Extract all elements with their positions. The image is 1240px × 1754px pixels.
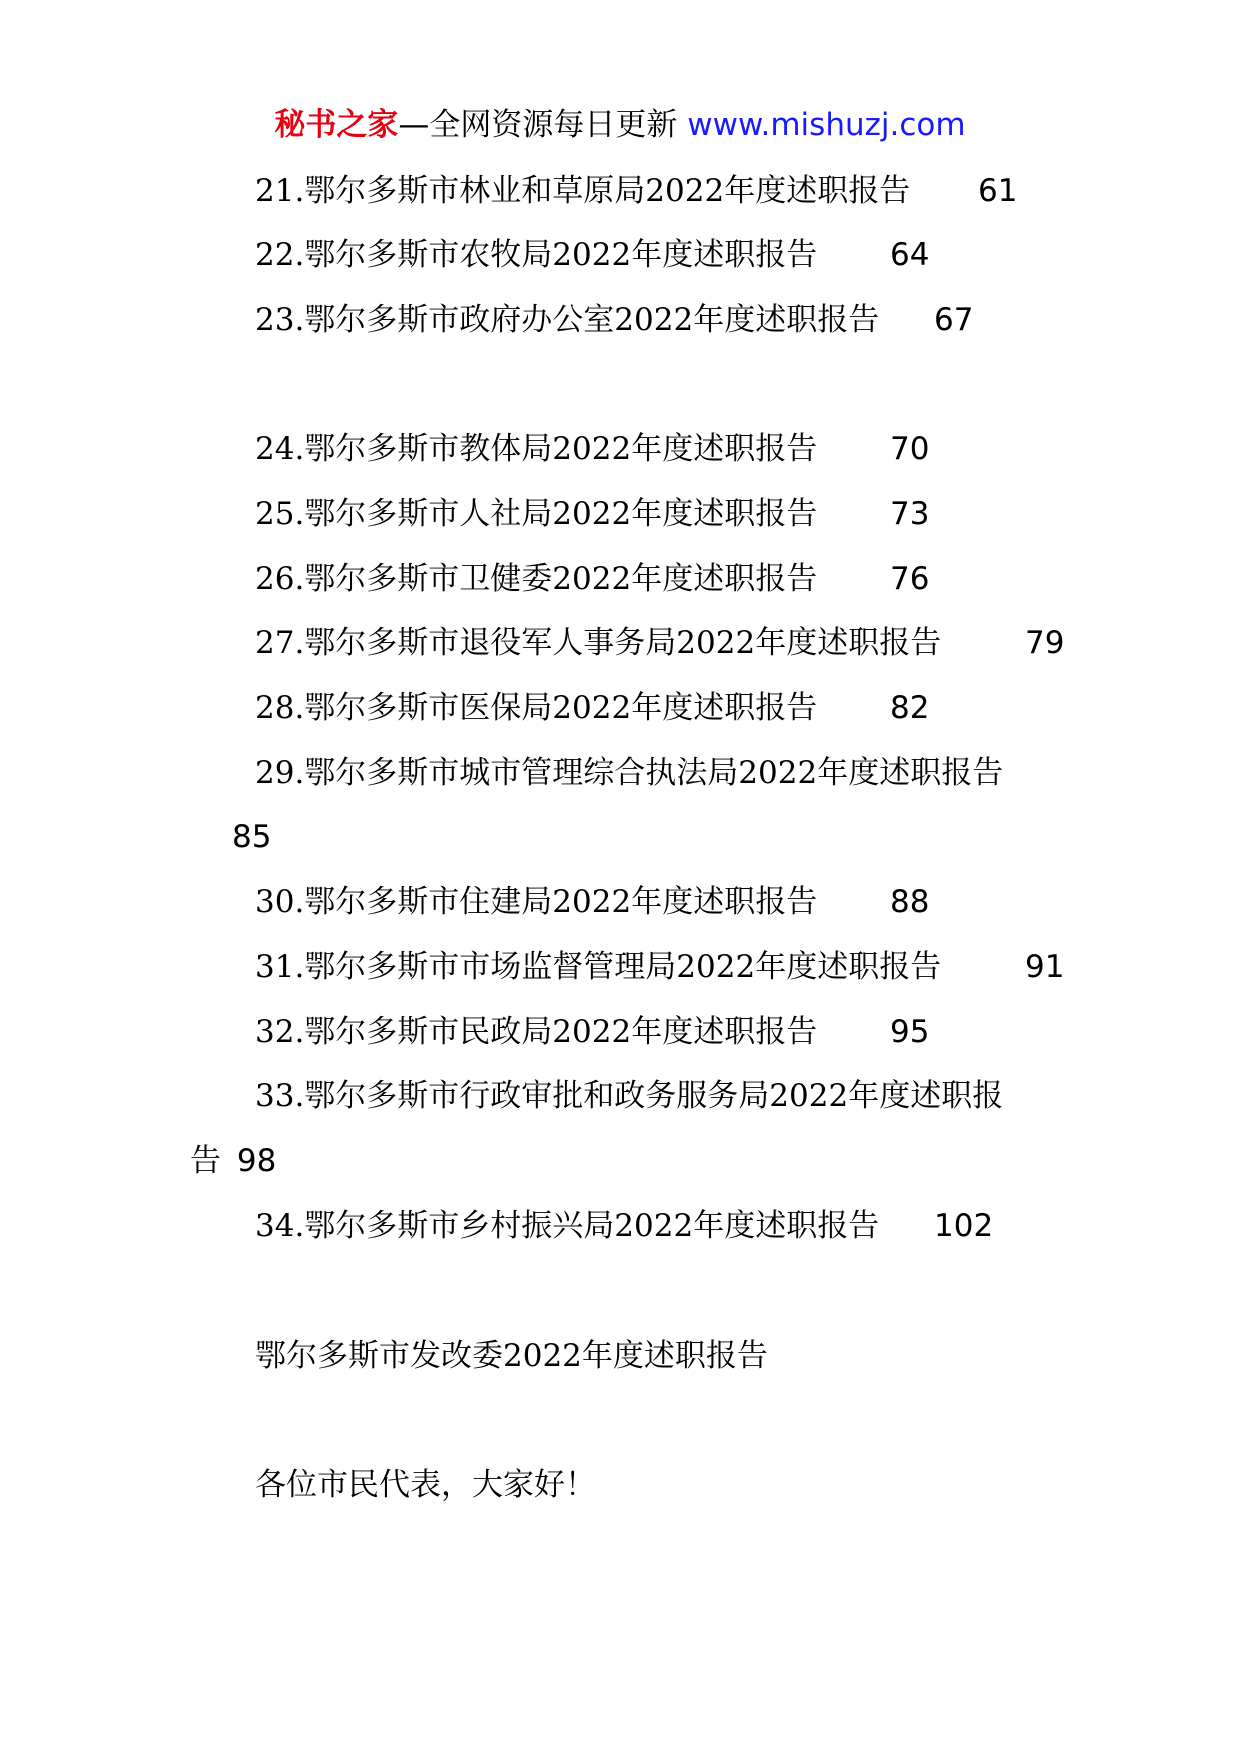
toc-entry-title: 27.鄂尔多斯市退役军人事务局2022年度述职报告 (255, 625, 942, 661)
toc-entry-title: 22.鄂尔多斯市农牧局2022年度述职报告 (255, 237, 818, 273)
toc-entry-title: 33.鄂尔多斯市行政审批和政务服务局2022年度述职报 (255, 1078, 1004, 1114)
toc-entry-page: 79 (1025, 625, 1065, 661)
toc-entry-title: 24.鄂尔多斯市教体局2022年度述职报告 (255, 431, 818, 467)
toc-entry-page: 73 (890, 496, 930, 532)
toc-entry-title: 30.鄂尔多斯市住建局2022年度述职报告 (255, 884, 818, 920)
greeting: 各位市民代表，大家好！ (255, 1467, 596, 1503)
toc-entry-title: 32.鄂尔多斯市民政局2022年度述职报告 (255, 1014, 818, 1050)
toc-entry-page: 85 (232, 819, 272, 855)
toc-entry-page: 67 (934, 302, 974, 338)
toc-entry-29-page-line[interactable] (232, 814, 271, 860)
toc-entry-title: 25.鄂尔多斯市人社局2022年度述职报告 (255, 496, 818, 532)
site-url[interactable]: www.mishuzj.com (687, 107, 966, 143)
toc-entry-33-page-line[interactable] (190, 1138, 276, 1184)
toc-entry-title: 29.鄂尔多斯市城市管理综合执法局2022年度述职报告 (255, 755, 1004, 791)
toc-entry-page: 95 (890, 1014, 930, 1050)
toc-entry-title: 34.鄂尔多斯市乡村振兴局2022年度述职报告 (255, 1208, 880, 1244)
toc-entry-page: 61 (978, 173, 1018, 209)
toc-entry-title-continuation: 告 (190, 1143, 221, 1179)
toc-entry-page: 88 (890, 884, 930, 920)
toc-entry-page: 76 (890, 561, 930, 597)
toc-entry-page: 91 (1025, 949, 1065, 985)
toc-entry-page: 70 (890, 431, 930, 467)
toc-entry-page: 82 (890, 690, 930, 726)
toc-entry-title: 21.鄂尔多斯市林业和草原局2022年度述职报告 (255, 173, 911, 209)
site-header (0, 100, 1240, 150)
toc-entry-title: 28.鄂尔多斯市医保局2022年度述职报告 (255, 690, 818, 726)
toc-entry-title: 31.鄂尔多斯市市场监督管理局2022年度述职报告 (255, 949, 942, 985)
header-tagline: —全网资源每日更新 (398, 107, 678, 143)
brand-name: 秘书之家 (274, 107, 399, 143)
document-title: 鄂尔多斯市发改委2022年度述职报告 (255, 1338, 768, 1374)
toc-entry-page: 102 (934, 1208, 994, 1244)
toc-entry-page: 98 (236, 1143, 277, 1179)
toc-entry-title: 26.鄂尔多斯市卫健委2022年度述职报告 (255, 561, 818, 597)
toc-entry-page: 64 (890, 237, 930, 273)
toc-entry-title: 23.鄂尔多斯市政府办公室2022年度述职报告 (255, 302, 880, 338)
